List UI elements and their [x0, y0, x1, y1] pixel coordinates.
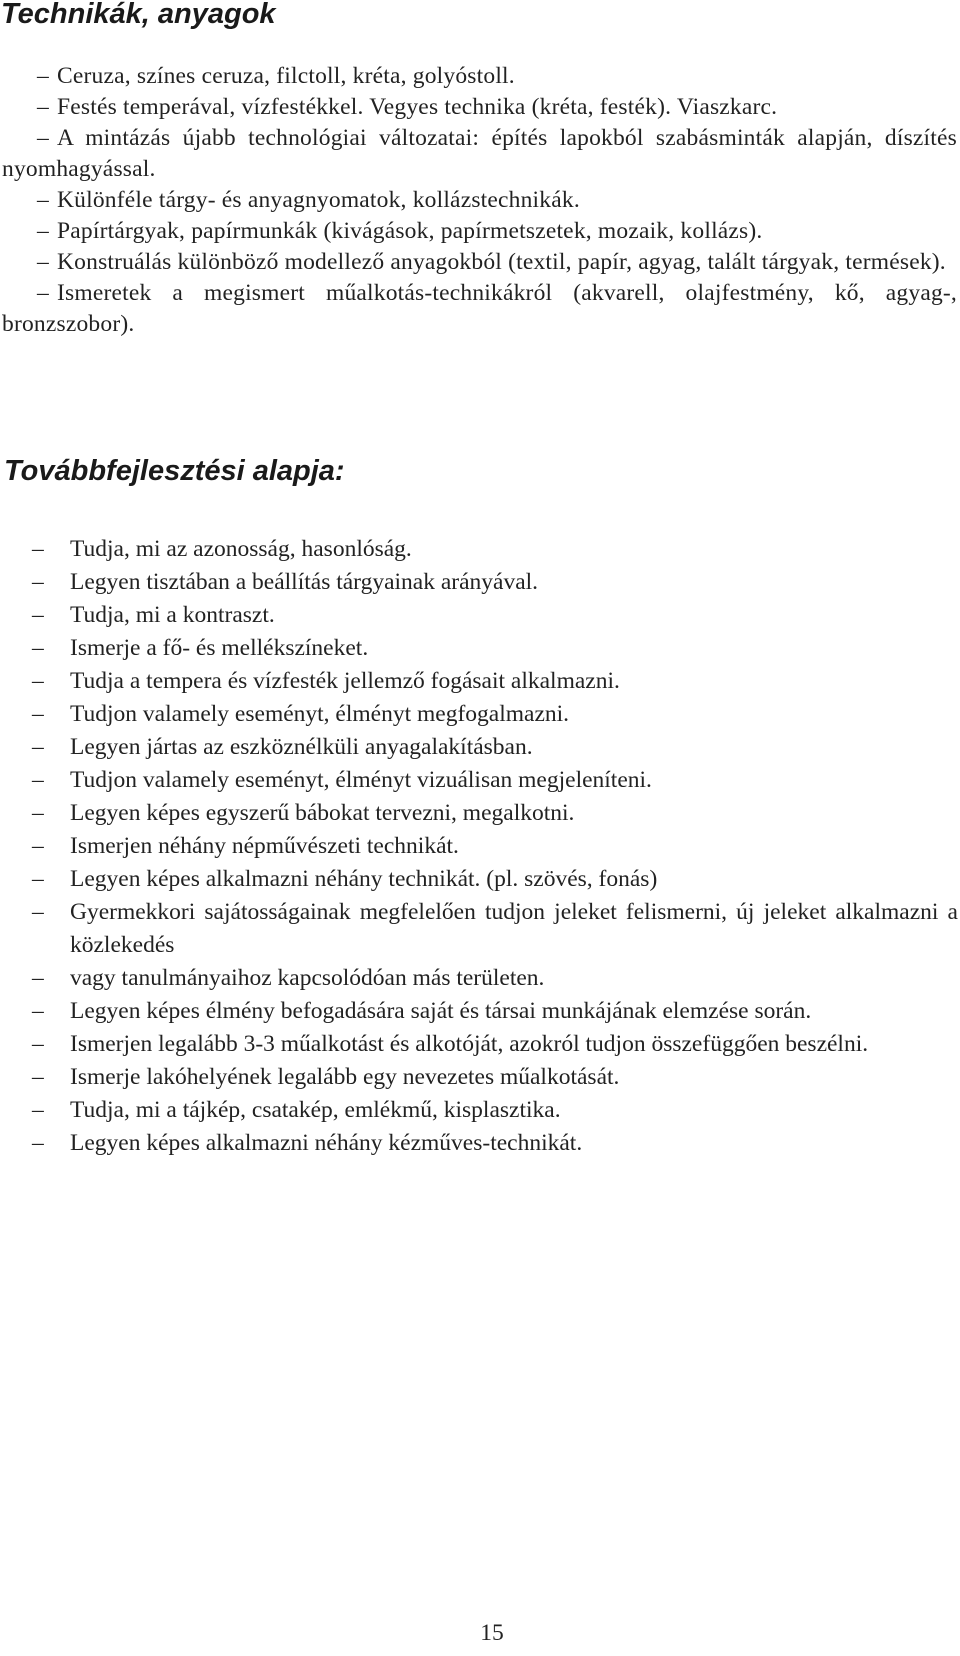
list-item	[0, 665, 958, 698]
development-list	[0, 533, 958, 1160]
dash-bullet: –	[32, 866, 44, 892]
list-item	[0, 797, 958, 830]
list-item-text: Ismeretek a megismert műalkotás-technikákról (akvarell, olajfestmény, kő, agyag-, bronzszobor).	[2, 280, 957, 337]
list-item	[0, 863, 958, 896]
list-item	[0, 632, 958, 665]
list-item	[0, 599, 958, 632]
dash-bullet: –	[32, 800, 44, 826]
list-item-text: Különféle tárgy- és anyagnyomatok, kollázstechnikák.	[57, 187, 580, 213]
dash-bullet: –	[32, 569, 44, 595]
dash-bullet: –	[32, 767, 44, 793]
techniques-list	[2, 61, 957, 340]
list-item-text: Konstruálás különböző modellező anyagokból (textil, papír, agyag, talált tárgyak, termések).	[57, 249, 946, 275]
dash-bullet: –	[32, 668, 44, 694]
dash-bullet: –	[32, 536, 44, 562]
dash-bullet: –	[37, 218, 49, 244]
list-item-text: Festés temperával, vízfestékkel. Vegyes technika (kréta, festék). Viaszkarc.	[57, 94, 778, 120]
page-number: 15	[480, 1620, 504, 1646]
list-item-text: A mintázás újabb technológiai változatai: építés lapokból szabásminták alapján, díszítés nyomhagyással.	[2, 125, 957, 182]
list-item-text: Tudjon valamely eseményt, élményt megfogalmazni.	[70, 701, 570, 727]
dash-bullet: –	[32, 635, 44, 661]
list-item-text: Ismerjen legalább 3-3 műalkotást és alkotóját, azokról tudjon összefüggően beszélni.	[70, 1031, 869, 1057]
list-item-text: Tudja, mi a tájkép, csatakép, emlékmű, kisplasztika.	[70, 1097, 561, 1123]
dash-bullet: –	[32, 1097, 44, 1123]
dash-bullet: –	[37, 280, 49, 306]
list-item-text: Ismerjen néhány népművészeti technikát.	[70, 833, 459, 859]
dash-bullet: –	[32, 965, 44, 991]
dash-bullet: –	[32, 701, 44, 727]
list-item	[0, 962, 958, 995]
dash-bullet: –	[32, 602, 44, 628]
list-item-text: Legyen képes élmény befogadására saját és társai munkájának elemzése során.	[70, 998, 812, 1024]
list-item	[2, 278, 957, 340]
dash-bullet: –	[37, 187, 49, 213]
list-item	[0, 1094, 958, 1127]
list-item-text: Ceruza, színes ceruza, filctoll, kréta, golyóstoll.	[57, 63, 515, 89]
list-item-text: Papírtárgyak, papírmunkák (kivágások, papírmetszetek, mozaik, kollázs).	[57, 218, 763, 244]
list-item	[2, 92, 957, 123]
list-item	[0, 1028, 958, 1061]
list-item-text: Legyen tisztában a beállítás tárgyainak arányával.	[70, 569, 539, 595]
dash-bullet: –	[37, 249, 49, 275]
list-item-text: Legyen képes alkalmazni néhány kézműves-technikát.	[70, 1130, 583, 1156]
dash-bullet: –	[32, 833, 44, 859]
list-item-text: Tudjon valamely eseményt, élményt vizuálisan megjeleníteni.	[70, 767, 652, 793]
dash-bullet: –	[37, 94, 49, 120]
list-item-text: Tudja a tempera és vízfesték jellemző fogásait alkalmazni.	[70, 668, 620, 694]
dash-bullet: –	[32, 1064, 44, 1090]
list-item-text: vagy tanulmányaihoz kapcsolódóan más területen.	[70, 965, 545, 991]
list-item-text: Legyen képes egyszerű bábokat tervezni, megalkotni.	[70, 800, 575, 826]
dash-bullet: –	[32, 1031, 44, 1057]
list-item	[0, 764, 958, 797]
list-item	[0, 698, 958, 731]
dash-bullet: –	[37, 63, 49, 89]
list-item-text: Gyermekkori sajátosságainak megfelelően tudjon jeleket felismerni, új jeleket alkalmazni a közlekedés	[70, 899, 958, 958]
list-item-text: Ismerje a fő- és mellékszíneket.	[70, 635, 369, 661]
list-item	[2, 216, 957, 247]
list-item	[2, 123, 957, 185]
section-title-techniques: Technikák, anyagok	[1, 0, 276, 30]
list-item-text: Ismerje lakóhelyének legalább egy nevezetes műalkotását.	[70, 1064, 620, 1090]
list-item	[0, 731, 958, 764]
dash-bullet: –	[32, 998, 44, 1024]
list-item	[0, 896, 958, 962]
list-item-text: Tudja, mi az azonosság, hasonlóság.	[70, 536, 412, 562]
list-item	[2, 61, 957, 92]
list-item-text: Legyen jártas az eszköznélküli anyagalakításban.	[70, 734, 533, 760]
dash-bullet: –	[32, 1130, 44, 1156]
list-item	[0, 995, 958, 1028]
list-item	[0, 1127, 958, 1160]
list-item	[2, 247, 957, 278]
dash-bullet: –	[32, 734, 44, 760]
list-item	[2, 185, 957, 216]
section-title-development: Továbbfejlesztési alapja:	[4, 455, 345, 487]
list-item	[0, 533, 958, 566]
dash-bullet: –	[32, 899, 44, 925]
dash-bullet: –	[37, 125, 49, 151]
list-item	[0, 566, 958, 599]
list-item-text: Tudja, mi a kontraszt.	[70, 602, 275, 628]
list-item-text: Legyen képes alkalmazni néhány technikát. (pl. szövés, fonás)	[70, 866, 658, 892]
list-item	[0, 830, 958, 863]
list-item	[0, 1061, 958, 1094]
